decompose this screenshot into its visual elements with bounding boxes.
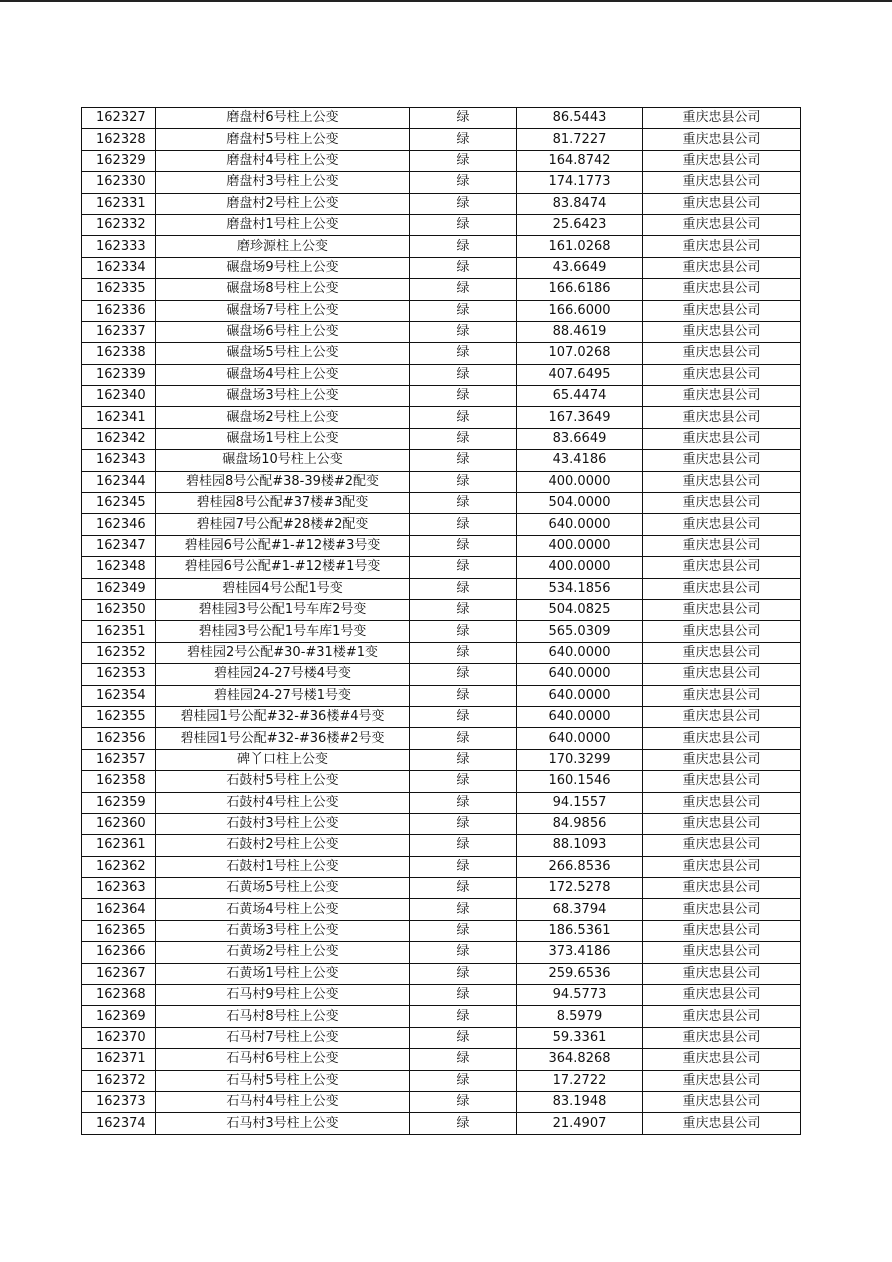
value-cell: 186.5361 xyxy=(517,920,643,941)
value-cell: 83.8474 xyxy=(517,193,643,214)
status-cell: 绿 xyxy=(410,963,517,984)
table-row xyxy=(82,407,801,428)
transformer-name-cell: 碾盘场4号柱上公变 xyxy=(156,364,410,385)
company-cell: 重庆忠县公司 xyxy=(643,1070,801,1091)
row-id-cell: 162331 xyxy=(82,193,156,214)
table-row xyxy=(82,450,801,471)
status-cell: 绿 xyxy=(410,1070,517,1091)
row-id-cell: 162350 xyxy=(82,599,156,620)
value-cell: 504.0825 xyxy=(517,599,643,620)
row-id-cell: 162370 xyxy=(82,1027,156,1048)
status-cell: 绿 xyxy=(410,214,517,235)
value-cell: 86.5443 xyxy=(517,108,643,129)
value-cell: 504.0000 xyxy=(517,493,643,514)
company-cell: 重庆忠县公司 xyxy=(643,963,801,984)
status-cell: 绿 xyxy=(410,150,517,171)
status-cell: 绿 xyxy=(410,813,517,834)
table-row xyxy=(82,257,801,278)
row-id-cell: 162354 xyxy=(82,685,156,706)
value-cell: 565.0309 xyxy=(517,621,643,642)
status-cell: 绿 xyxy=(410,985,517,1006)
table-row xyxy=(82,706,801,727)
value-cell: 534.1856 xyxy=(517,578,643,599)
value-cell: 84.9856 xyxy=(517,813,643,834)
value-cell: 43.4186 xyxy=(517,450,643,471)
status-cell: 绿 xyxy=(410,835,517,856)
company-cell: 重庆忠县公司 xyxy=(643,214,801,235)
company-cell: 重庆忠县公司 xyxy=(643,771,801,792)
value-cell: 640.0000 xyxy=(517,642,643,663)
transformer-name-cell: 碧桂园6号公配#1-#12楼#1号变 xyxy=(156,557,410,578)
company-cell: 重庆忠县公司 xyxy=(643,535,801,556)
status-cell: 绿 xyxy=(410,1113,517,1134)
transformer-name-cell: 磨盘村5号柱上公变 xyxy=(156,129,410,150)
company-cell: 重庆忠县公司 xyxy=(643,813,801,834)
table-row xyxy=(82,1027,801,1048)
company-cell: 重庆忠县公司 xyxy=(643,856,801,877)
value-cell: 17.2722 xyxy=(517,1070,643,1091)
table-row xyxy=(82,749,801,770)
row-id-cell: 162361 xyxy=(82,835,156,856)
table-row xyxy=(82,1070,801,1091)
value-cell: 640.0000 xyxy=(517,685,643,706)
table-row xyxy=(82,642,801,663)
value-cell: 68.3794 xyxy=(517,899,643,920)
transformer-name-cell: 石马村8号柱上公变 xyxy=(156,1006,410,1027)
row-id-cell: 162330 xyxy=(82,172,156,193)
row-id-cell: 162357 xyxy=(82,749,156,770)
row-id-cell: 162338 xyxy=(82,343,156,364)
value-cell: 174.1773 xyxy=(517,172,643,193)
table-row xyxy=(82,599,801,620)
transformer-name-cell: 石黄场4号柱上公变 xyxy=(156,899,410,920)
status-cell: 绿 xyxy=(410,664,517,685)
company-cell: 重庆忠县公司 xyxy=(643,129,801,150)
company-cell: 重庆忠县公司 xyxy=(643,514,801,535)
company-cell: 重庆忠县公司 xyxy=(643,835,801,856)
status-cell: 绿 xyxy=(410,1006,517,1027)
row-id-cell: 162342 xyxy=(82,428,156,449)
status-cell: 绿 xyxy=(410,407,517,428)
status-cell: 绿 xyxy=(410,193,517,214)
transformer-name-cell: 碧桂园4号公配1号变 xyxy=(156,578,410,599)
status-cell: 绿 xyxy=(410,279,517,300)
table-row xyxy=(82,343,801,364)
value-cell: 172.5278 xyxy=(517,878,643,899)
company-cell: 重庆忠县公司 xyxy=(643,236,801,257)
company-cell: 重庆忠县公司 xyxy=(643,942,801,963)
table-row xyxy=(82,771,801,792)
table-row xyxy=(82,150,801,171)
company-cell: 重庆忠县公司 xyxy=(643,257,801,278)
row-id-cell: 162360 xyxy=(82,813,156,834)
row-id-cell: 162327 xyxy=(82,108,156,129)
transformer-name-cell: 碾盘场7号柱上公变 xyxy=(156,300,410,321)
transformer-name-cell: 磨盘村3号柱上公变 xyxy=(156,172,410,193)
value-cell: 166.6186 xyxy=(517,279,643,300)
row-id-cell: 162332 xyxy=(82,214,156,235)
value-cell: 266.8536 xyxy=(517,856,643,877)
transformer-name-cell: 碾盘场8号柱上公变 xyxy=(156,279,410,300)
row-id-cell: 162334 xyxy=(82,257,156,278)
table-row xyxy=(82,193,801,214)
company-cell: 重庆忠县公司 xyxy=(643,621,801,642)
transformer-name-cell: 石马村7号柱上公变 xyxy=(156,1027,410,1048)
transformer-name-cell: 碧桂园2号公配#30-#31楼#1变 xyxy=(156,642,410,663)
row-id-cell: 162340 xyxy=(82,386,156,407)
value-cell: 164.8742 xyxy=(517,150,643,171)
row-id-cell: 162368 xyxy=(82,985,156,1006)
company-cell: 重庆忠县公司 xyxy=(643,193,801,214)
table-row xyxy=(82,963,801,984)
company-cell: 重庆忠县公司 xyxy=(643,749,801,770)
value-cell: 21.4907 xyxy=(517,1113,643,1134)
transformer-name-cell: 碾盘场1号柱上公变 xyxy=(156,428,410,449)
table-row xyxy=(82,685,801,706)
company-cell: 重庆忠县公司 xyxy=(643,343,801,364)
status-cell: 绿 xyxy=(410,471,517,492)
status-cell: 绿 xyxy=(410,172,517,193)
company-cell: 重庆忠县公司 xyxy=(643,108,801,129)
table-row xyxy=(82,129,801,150)
value-cell: 640.0000 xyxy=(517,664,643,685)
value-cell: 167.3649 xyxy=(517,407,643,428)
transformer-name-cell: 碾盘场9号柱上公变 xyxy=(156,257,410,278)
row-id-cell: 162366 xyxy=(82,942,156,963)
value-cell: 83.6649 xyxy=(517,428,643,449)
value-cell: 160.1546 xyxy=(517,771,643,792)
company-cell: 重庆忠县公司 xyxy=(643,471,801,492)
table-row xyxy=(82,878,801,899)
transformer-name-cell: 石马村4号柱上公变 xyxy=(156,1091,410,1112)
table-row xyxy=(82,792,801,813)
transformer-name-cell: 磨盘村1号柱上公变 xyxy=(156,214,410,235)
status-cell: 绿 xyxy=(410,942,517,963)
status-cell: 绿 xyxy=(410,428,517,449)
value-cell: 373.4186 xyxy=(517,942,643,963)
status-cell: 绿 xyxy=(410,599,517,620)
value-cell: 259.6536 xyxy=(517,963,643,984)
table-row xyxy=(82,535,801,556)
value-cell: 59.3361 xyxy=(517,1027,643,1048)
company-cell: 重庆忠县公司 xyxy=(643,172,801,193)
status-cell: 绿 xyxy=(410,878,517,899)
company-cell: 重庆忠县公司 xyxy=(643,321,801,342)
transformer-name-cell: 石鼓村2号柱上公变 xyxy=(156,835,410,856)
transformer-name-cell: 碧桂园3号公配1号车库1号变 xyxy=(156,621,410,642)
table-row xyxy=(82,1006,801,1027)
company-cell: 重庆忠县公司 xyxy=(643,407,801,428)
company-cell: 重庆忠县公司 xyxy=(643,792,801,813)
company-cell: 重庆忠县公司 xyxy=(643,578,801,599)
row-id-cell: 162364 xyxy=(82,899,156,920)
transformer-name-cell: 碾盘场2号柱上公变 xyxy=(156,407,410,428)
transformer-name-cell: 石马村6号柱上公变 xyxy=(156,1049,410,1070)
company-cell: 重庆忠县公司 xyxy=(643,150,801,171)
company-cell: 重庆忠县公司 xyxy=(643,386,801,407)
company-cell: 重庆忠县公司 xyxy=(643,300,801,321)
company-cell: 重庆忠县公司 xyxy=(643,1027,801,1048)
status-cell: 绿 xyxy=(410,321,517,342)
table-row xyxy=(82,1091,801,1112)
status-cell: 绿 xyxy=(410,685,517,706)
row-id-cell: 162341 xyxy=(82,407,156,428)
status-cell: 绿 xyxy=(410,557,517,578)
status-cell: 绿 xyxy=(410,1027,517,1048)
row-id-cell: 162359 xyxy=(82,792,156,813)
row-id-cell: 162363 xyxy=(82,878,156,899)
transformer-name-cell: 碧桂园1号公配#32-#36楼#2号变 xyxy=(156,728,410,749)
company-cell: 重庆忠县公司 xyxy=(643,450,801,471)
transformer-name-cell: 石马村5号柱上公变 xyxy=(156,1070,410,1091)
company-cell: 重庆忠县公司 xyxy=(643,642,801,663)
transformer-name-cell: 石黄场5号柱上公变 xyxy=(156,878,410,899)
table-row xyxy=(82,236,801,257)
page-top-rule xyxy=(0,0,892,2)
value-cell: 88.1093 xyxy=(517,835,643,856)
company-cell: 重庆忠县公司 xyxy=(643,1091,801,1112)
row-id-cell: 162372 xyxy=(82,1070,156,1091)
status-cell: 绿 xyxy=(410,792,517,813)
transformer-name-cell: 磨珍源柱上公变 xyxy=(156,236,410,257)
table-row xyxy=(82,621,801,642)
transformer-name-cell: 碾盘场10号柱上公变 xyxy=(156,450,410,471)
company-cell: 重庆忠县公司 xyxy=(643,664,801,685)
table-row xyxy=(82,899,801,920)
table-row xyxy=(82,985,801,1006)
status-cell: 绿 xyxy=(410,300,517,321)
table-row xyxy=(82,386,801,407)
value-cell: 640.0000 xyxy=(517,728,643,749)
row-id-cell: 162335 xyxy=(82,279,156,300)
table-row xyxy=(82,728,801,749)
transformer-name-cell: 磨盘村4号柱上公变 xyxy=(156,150,410,171)
row-id-cell: 162374 xyxy=(82,1113,156,1134)
company-cell: 重庆忠县公司 xyxy=(643,728,801,749)
status-cell: 绿 xyxy=(410,535,517,556)
row-id-cell: 162329 xyxy=(82,150,156,171)
row-id-cell: 162373 xyxy=(82,1091,156,1112)
row-id-cell: 162351 xyxy=(82,621,156,642)
value-cell: 400.0000 xyxy=(517,471,643,492)
transformer-name-cell: 磨盘村2号柱上公变 xyxy=(156,193,410,214)
table-row xyxy=(82,835,801,856)
status-cell: 绿 xyxy=(410,514,517,535)
table-row xyxy=(82,1113,801,1134)
table-body xyxy=(82,108,801,1135)
status-cell: 绿 xyxy=(410,856,517,877)
value-cell: 161.0268 xyxy=(517,236,643,257)
value-cell: 166.6000 xyxy=(517,300,643,321)
company-cell: 重庆忠县公司 xyxy=(643,878,801,899)
value-cell: 65.4474 xyxy=(517,386,643,407)
transformer-name-cell: 石鼓村3号柱上公变 xyxy=(156,813,410,834)
row-id-cell: 162371 xyxy=(82,1049,156,1070)
transformer-name-cell: 石黄场3号柱上公变 xyxy=(156,920,410,941)
status-cell: 绿 xyxy=(410,343,517,364)
status-cell: 绿 xyxy=(410,1091,517,1112)
transformer-name-cell: 石马村3号柱上公变 xyxy=(156,1113,410,1134)
transformer-name-cell: 碧桂园1号公配#32-#36楼#4号变 xyxy=(156,706,410,727)
status-cell: 绿 xyxy=(410,108,517,129)
table-row xyxy=(82,557,801,578)
table-row xyxy=(82,920,801,941)
value-cell: 83.1948 xyxy=(517,1091,643,1112)
value-cell: 8.5979 xyxy=(517,1006,643,1027)
transformer-name-cell: 磨盘村6号柱上公变 xyxy=(156,108,410,129)
row-id-cell: 162369 xyxy=(82,1006,156,1027)
company-cell: 重庆忠县公司 xyxy=(643,493,801,514)
value-cell: 640.0000 xyxy=(517,514,643,535)
transformer-name-cell: 碧桂园3号公配1号车库2号变 xyxy=(156,599,410,620)
value-cell: 407.6495 xyxy=(517,364,643,385)
value-cell: 400.0000 xyxy=(517,535,643,556)
status-cell: 绿 xyxy=(410,450,517,471)
table-row xyxy=(82,514,801,535)
transformer-name-cell: 石黄场2号柱上公变 xyxy=(156,942,410,963)
value-cell: 88.4619 xyxy=(517,321,643,342)
status-cell: 绿 xyxy=(410,642,517,663)
transformer-name-cell: 碑丫口柱上公变 xyxy=(156,749,410,770)
transformer-name-cell: 碾盘场5号柱上公变 xyxy=(156,343,410,364)
transformer-name-cell: 石鼓村5号柱上公变 xyxy=(156,771,410,792)
transformer-name-cell: 石鼓村4号柱上公变 xyxy=(156,792,410,813)
transformer-name-cell: 碧桂园7号公配#28楼#2配变 xyxy=(156,514,410,535)
table-row xyxy=(82,664,801,685)
row-id-cell: 162333 xyxy=(82,236,156,257)
company-cell: 重庆忠县公司 xyxy=(643,428,801,449)
status-cell: 绿 xyxy=(410,129,517,150)
row-id-cell: 162365 xyxy=(82,920,156,941)
company-cell: 重庆忠县公司 xyxy=(643,557,801,578)
row-id-cell: 162344 xyxy=(82,471,156,492)
value-cell: 94.1557 xyxy=(517,792,643,813)
transformer-name-cell: 碾盘场6号柱上公变 xyxy=(156,321,410,342)
value-cell: 364.8268 xyxy=(517,1049,643,1070)
table-row xyxy=(82,321,801,342)
table-row xyxy=(82,428,801,449)
transformer-name-cell: 石鼓村1号柱上公变 xyxy=(156,856,410,877)
value-cell: 94.5773 xyxy=(517,985,643,1006)
row-id-cell: 162346 xyxy=(82,514,156,535)
company-cell: 重庆忠县公司 xyxy=(643,364,801,385)
table-row xyxy=(82,108,801,129)
company-cell: 重庆忠县公司 xyxy=(643,1006,801,1027)
row-id-cell: 162355 xyxy=(82,706,156,727)
table-row xyxy=(82,942,801,963)
value-cell: 170.3299 xyxy=(517,749,643,770)
row-id-cell: 162353 xyxy=(82,664,156,685)
status-cell: 绿 xyxy=(410,578,517,599)
table-row xyxy=(82,172,801,193)
company-cell: 重庆忠县公司 xyxy=(643,599,801,620)
row-id-cell: 162339 xyxy=(82,364,156,385)
table-row xyxy=(82,578,801,599)
status-cell: 绿 xyxy=(410,706,517,727)
value-cell: 25.6423 xyxy=(517,214,643,235)
company-cell: 重庆忠县公司 xyxy=(643,1049,801,1070)
row-id-cell: 162347 xyxy=(82,535,156,556)
status-cell: 绿 xyxy=(410,899,517,920)
table-row xyxy=(82,1049,801,1070)
company-cell: 重庆忠县公司 xyxy=(643,920,801,941)
row-id-cell: 162367 xyxy=(82,963,156,984)
row-id-cell: 162362 xyxy=(82,856,156,877)
row-id-cell: 162337 xyxy=(82,321,156,342)
status-cell: 绿 xyxy=(410,236,517,257)
value-cell: 400.0000 xyxy=(517,557,643,578)
status-cell: 绿 xyxy=(410,386,517,407)
transformer-name-cell: 碧桂园8号公配#37楼#3配变 xyxy=(156,493,410,514)
row-id-cell: 162358 xyxy=(82,771,156,792)
row-id-cell: 162328 xyxy=(82,129,156,150)
transformer-name-cell: 碾盘场3号柱上公变 xyxy=(156,386,410,407)
row-id-cell: 162349 xyxy=(82,578,156,599)
table-row xyxy=(82,856,801,877)
status-cell: 绿 xyxy=(410,493,517,514)
value-cell: 81.7227 xyxy=(517,129,643,150)
value-cell: 43.6649 xyxy=(517,257,643,278)
company-cell: 重庆忠县公司 xyxy=(643,685,801,706)
row-id-cell: 162336 xyxy=(82,300,156,321)
transformer-name-cell: 石黄场1号柱上公变 xyxy=(156,963,410,984)
table-row xyxy=(82,471,801,492)
row-id-cell: 162352 xyxy=(82,642,156,663)
status-cell: 绿 xyxy=(410,749,517,770)
company-cell: 重庆忠县公司 xyxy=(643,899,801,920)
company-cell: 重庆忠县公司 xyxy=(643,706,801,727)
status-cell: 绿 xyxy=(410,728,517,749)
table-row xyxy=(82,279,801,300)
company-cell: 重庆忠县公司 xyxy=(643,1113,801,1134)
row-id-cell: 162343 xyxy=(82,450,156,471)
transformer-name-cell: 碧桂园8号公配#38-39楼#2配变 xyxy=(156,471,410,492)
status-cell: 绿 xyxy=(410,920,517,941)
data-table xyxy=(81,107,801,1135)
transformer-name-cell: 碧桂园24-27号楼4号变 xyxy=(156,664,410,685)
company-cell: 重庆忠县公司 xyxy=(643,985,801,1006)
status-cell: 绿 xyxy=(410,257,517,278)
status-cell: 绿 xyxy=(410,621,517,642)
transformer-name-cell: 碧桂园24-27号楼1号变 xyxy=(156,685,410,706)
value-cell: 107.0268 xyxy=(517,343,643,364)
row-id-cell: 162348 xyxy=(82,557,156,578)
status-cell: 绿 xyxy=(410,771,517,792)
table-row xyxy=(82,214,801,235)
status-cell: 绿 xyxy=(410,1049,517,1070)
table-row xyxy=(82,300,801,321)
row-id-cell: 162356 xyxy=(82,728,156,749)
status-cell: 绿 xyxy=(410,364,517,385)
row-id-cell: 162345 xyxy=(82,493,156,514)
table-row xyxy=(82,813,801,834)
transformer-name-cell: 石马村9号柱上公变 xyxy=(156,985,410,1006)
value-cell: 640.0000 xyxy=(517,706,643,727)
table-row xyxy=(82,364,801,385)
transformer-name-cell: 碧桂园6号公配#1-#12楼#3号变 xyxy=(156,535,410,556)
table-row xyxy=(82,493,801,514)
company-cell: 重庆忠县公司 xyxy=(643,279,801,300)
